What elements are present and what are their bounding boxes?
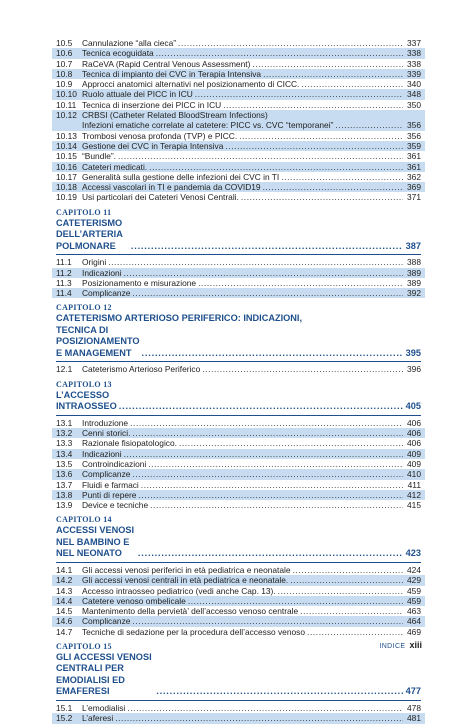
chapter-heading xyxy=(56,206,421,256)
toc-entry xyxy=(56,606,421,616)
entry-number: 11.2 xyxy=(56,267,72,278)
entry-number: 13.5 xyxy=(56,458,73,469)
toc-entry xyxy=(52,141,425,151)
chapter-heading xyxy=(56,513,421,563)
toc-entry xyxy=(52,162,425,172)
dot-leader xyxy=(225,141,403,151)
toc-entry xyxy=(56,627,421,637)
entry-title-continued: Infezioni ematiche correlate al catetere: PICC vs. CVC “temporanei” xyxy=(82,120,334,131)
toc-entry xyxy=(56,59,421,69)
toc-entry xyxy=(56,38,421,48)
entry-number: 14.4 xyxy=(56,595,73,606)
chapter-title xyxy=(56,525,421,563)
toc-row xyxy=(56,288,421,298)
entry-page: 406 xyxy=(407,417,421,428)
entry-title: Trombosi venosa profonda (TVP) e PICC. xyxy=(82,130,238,141)
entry-page: 409 xyxy=(407,458,421,469)
entry-title: Indicazioni xyxy=(82,448,122,459)
chapter-title xyxy=(56,218,421,256)
entry-page: 356 xyxy=(407,120,421,131)
entry-title: CRBSI (Catheter Related BloodStream Infections) xyxy=(82,110,268,121)
dot-leader xyxy=(131,241,403,253)
page-footer xyxy=(379,640,422,650)
entry-number: 12.1 xyxy=(56,364,73,375)
dot-leader xyxy=(263,69,403,79)
entry-number: 10.8 xyxy=(56,68,73,79)
toc-entry xyxy=(52,288,425,298)
toc-row xyxy=(56,449,421,459)
dot-leader xyxy=(178,38,403,48)
entry-page: 415 xyxy=(407,500,421,511)
dot-leader xyxy=(281,172,403,182)
toc-entry xyxy=(56,151,421,161)
dot-leader xyxy=(132,428,403,438)
entry-title: RaCeVA (Rapid Central Venous Assessment) xyxy=(82,58,251,69)
chapter-heading xyxy=(56,378,421,416)
toc-row xyxy=(56,151,421,161)
entry-title: Razionale fisiopatologico. xyxy=(82,438,177,449)
dot-leader xyxy=(307,627,403,637)
dot-leader xyxy=(130,418,403,428)
entry-title: Complicanze xyxy=(82,616,131,627)
entry-title: Gli accessi venosi centrali in età pediatrica e neonatale. xyxy=(82,575,289,586)
dot-leader xyxy=(179,438,403,448)
entry-number: 10.7 xyxy=(56,58,73,69)
entry-page: 338 xyxy=(407,58,421,69)
dot-leader xyxy=(188,596,403,606)
toc-row xyxy=(56,703,421,713)
entry-number: 13.3 xyxy=(56,438,73,449)
entry-title: Cateterismo Arterioso Periferico xyxy=(82,364,201,375)
entry-number: 10.12 xyxy=(56,110,77,121)
chapter-title-text: L’ACCESSO INTRAOSSEO xyxy=(56,389,117,412)
chapter-heading xyxy=(56,640,421,701)
toc-row xyxy=(56,418,421,428)
entry-number: 11.4 xyxy=(56,288,72,299)
entry-page: 388 xyxy=(407,257,421,268)
dot-leader xyxy=(132,469,403,479)
chapter-page: 477 xyxy=(405,686,421,697)
dot-leader xyxy=(108,257,403,267)
toc-row xyxy=(56,192,421,202)
toc-entry xyxy=(56,100,421,110)
entry-page: 478 xyxy=(407,702,421,713)
entry-number: 10.16 xyxy=(56,161,77,172)
entry-page: 392 xyxy=(407,288,421,299)
entry-page: 348 xyxy=(407,89,421,100)
entry-title: Tecnica di inserzione dei PICC in ICU xyxy=(82,99,222,110)
toc-row xyxy=(56,257,421,267)
entry-page: 361 xyxy=(407,161,421,172)
toc-row xyxy=(56,100,421,110)
entry-page: 350 xyxy=(407,99,421,110)
dot-leader xyxy=(278,586,403,596)
entry-page: 369 xyxy=(407,182,421,193)
toc-row xyxy=(56,162,421,172)
chapter-title-text: ACCESSI VENOSI NEL BAMBINO E NEL NEONATO xyxy=(56,525,135,559)
toc-entry xyxy=(56,278,421,288)
dot-leader xyxy=(198,278,403,288)
entry-number: 10.10 xyxy=(56,89,77,100)
entry-page: 424 xyxy=(407,564,421,575)
entry-page: 481 xyxy=(407,713,421,724)
dot-leader xyxy=(195,89,403,99)
toc-entry xyxy=(56,480,421,490)
toc-row-continued xyxy=(56,120,421,130)
toc-entry xyxy=(52,268,425,278)
entry-title: Accesso intraosseo pediatrico (vedi anche Cap. 13). xyxy=(82,585,276,596)
toc-entry xyxy=(56,586,421,596)
dot-leader xyxy=(138,548,403,560)
entry-page: 389 xyxy=(407,277,421,288)
entry-title: Complicanze xyxy=(82,288,131,299)
dot-leader xyxy=(239,131,403,141)
toc-entry xyxy=(56,192,421,202)
chapter-heading xyxy=(56,301,421,362)
chapter-title-line1: CATETERISMO ARTERIOSO PERIFERICO: INDICAZIONI, xyxy=(56,313,303,324)
toc-row xyxy=(56,38,421,48)
entry-number: 10.5 xyxy=(56,38,73,48)
dot-leader xyxy=(118,151,403,161)
entry-number: 13.9 xyxy=(56,500,73,511)
toc-row xyxy=(56,268,421,278)
chapter-title xyxy=(56,390,421,416)
toc-row xyxy=(56,79,421,89)
entry-title: Ruolo attuale dei PICC in ICU xyxy=(82,89,193,100)
entry-title: Punti di repere xyxy=(82,489,137,500)
toc-row xyxy=(56,69,421,79)
toc-entry xyxy=(52,89,425,99)
toc-entry xyxy=(52,48,425,58)
toc-row xyxy=(56,182,421,192)
entry-page: 356 xyxy=(407,130,421,141)
toc-row xyxy=(56,500,421,510)
toc-row xyxy=(56,469,421,479)
entry-number: 15.2 xyxy=(56,713,73,724)
entry-number: 13.7 xyxy=(56,479,73,490)
dot-leader xyxy=(132,288,403,298)
dot-leader xyxy=(263,182,403,192)
toc-row xyxy=(56,596,421,606)
entry-number: 10.6 xyxy=(56,48,73,59)
toc-row xyxy=(56,480,421,490)
toc-row xyxy=(56,575,421,585)
toc-entry xyxy=(56,565,421,575)
entry-title: Approcci anatomici alternativi nel posizionamento di CICC. xyxy=(82,79,300,90)
chapter-label: CAPITOLO 14 xyxy=(56,515,112,525)
entry-title: Indicazioni xyxy=(82,267,122,278)
toc-row xyxy=(56,141,421,151)
toc-row xyxy=(56,586,421,596)
entry-title: Gli accessi venosi periferici in età pediatrica e neonatale xyxy=(82,564,291,575)
entry-title: “Bundle”. xyxy=(82,151,116,162)
toc-row xyxy=(56,713,421,723)
toc-row xyxy=(56,627,421,637)
table-of-contents xyxy=(56,38,421,724)
chapter-page: 387 xyxy=(405,240,421,251)
chapter-title-text: TECNICA DI POSIZIONAMENTO E MANAGEMENT xyxy=(56,324,140,358)
entry-title: Posizionamento e misurazione xyxy=(82,277,197,288)
dot-leader xyxy=(148,459,403,469)
dot-leader xyxy=(132,616,403,626)
toc-row xyxy=(56,616,421,626)
entry-title: Tecnica di impianto dei CVC in Terapia Intensiva xyxy=(82,68,262,79)
entry-number: 13.6 xyxy=(56,469,73,480)
entry-title: Fluidi e farmaci xyxy=(82,479,139,490)
toc-entry xyxy=(56,418,421,428)
dot-leader xyxy=(141,480,403,490)
entry-title: Tecnica ecoguidata xyxy=(82,48,154,59)
entry-page: 361 xyxy=(407,151,421,162)
toc-entry xyxy=(52,616,425,626)
entry-title: Usi particolari dei Cateteri Venosi Centrali. xyxy=(82,192,239,203)
entry-number: 13.1 xyxy=(56,417,73,428)
entry-title: Cannulazione “alla cieca” xyxy=(82,38,177,48)
toc-entry xyxy=(52,449,425,459)
toc-entry xyxy=(52,575,425,585)
entry-title: Tecniche di sedazione per la procedura dell’accesso venoso xyxy=(82,626,306,637)
entry-number: 11.1 xyxy=(56,257,72,268)
entry-title: Origini xyxy=(82,257,107,268)
toc-entry xyxy=(56,79,421,89)
entry-page: 338 xyxy=(407,48,421,59)
entry-number: 15.1 xyxy=(56,702,73,713)
dot-leader xyxy=(150,500,403,510)
toc-row xyxy=(56,172,421,182)
chapter-label: CAPITOLO 13 xyxy=(56,379,112,389)
entry-number: 14.1 xyxy=(56,564,73,575)
toc-row xyxy=(56,565,421,575)
toc-row xyxy=(56,364,421,374)
entry-number: 10.15 xyxy=(56,151,77,162)
entry-number: 10.17 xyxy=(56,171,77,182)
toc-row xyxy=(56,606,421,616)
dot-leader xyxy=(335,120,403,130)
entry-page: 359 xyxy=(407,140,421,151)
entry-title: Cateteri medicati. xyxy=(82,161,148,172)
entry-number: 10.9 xyxy=(56,79,73,90)
entry-page: 337 xyxy=(407,38,421,48)
dot-leader xyxy=(252,59,403,69)
toc-row xyxy=(56,59,421,69)
entry-page: 463 xyxy=(407,606,421,617)
toc-row xyxy=(56,131,421,141)
entry-title: L’emodialisi xyxy=(82,702,126,713)
toc-row xyxy=(56,278,421,288)
dot-leader xyxy=(241,192,403,202)
entry-page: 409 xyxy=(407,448,421,459)
chapter-page: 423 xyxy=(405,548,421,559)
dot-leader xyxy=(138,490,403,500)
chapter-label: CAPITOLO 12 xyxy=(56,303,112,313)
entry-page: 469 xyxy=(407,626,421,637)
dot-leader xyxy=(156,48,403,58)
entry-number: 14.2 xyxy=(56,575,73,586)
entry-page: 411 xyxy=(407,479,421,490)
chapter-title xyxy=(56,325,421,363)
chapter-title-text: CATETERISMO DELL’ARTERIA POLMONARE xyxy=(56,217,123,251)
chapter-title xyxy=(56,652,421,701)
entry-title: Catetere venoso ombelicale xyxy=(82,595,186,606)
entry-number: 14.3 xyxy=(56,585,73,596)
entry-page: 459 xyxy=(407,585,421,596)
toc-entry xyxy=(52,69,425,79)
dot-leader xyxy=(293,565,403,575)
entry-page: 459 xyxy=(407,595,421,606)
toc-row xyxy=(56,490,421,500)
entry-number: 14.6 xyxy=(56,616,73,627)
toc-entry xyxy=(56,257,421,267)
dot-leader xyxy=(301,79,403,89)
footer-label: INDICE xyxy=(379,643,406,650)
dot-leader xyxy=(223,100,403,110)
entry-page: 339 xyxy=(407,68,421,79)
chapter-label: CAPITOLO 15 xyxy=(56,641,112,651)
entry-number: 10.14 xyxy=(56,140,77,151)
toc-row xyxy=(56,459,421,469)
toc-row xyxy=(56,48,421,58)
chapter-title-text: GLI ACCESSI VENOSI CENTRALI PER EMODIALISI ED EMAFERESI xyxy=(56,651,152,697)
entry-page: 464 xyxy=(407,616,421,627)
entry-page: 340 xyxy=(407,79,421,90)
toc-row xyxy=(56,89,421,99)
footer-page-number: xiii xyxy=(409,640,422,650)
dot-leader xyxy=(119,401,403,413)
dot-leader xyxy=(124,268,403,278)
entry-number: 10.11 xyxy=(56,99,77,110)
entry-number: 14.7 xyxy=(56,626,73,637)
dot-leader xyxy=(127,703,403,713)
chapter-label: CAPITOLO 11 xyxy=(56,207,112,217)
entry-number: 10.19 xyxy=(56,192,77,203)
entry-page: 412 xyxy=(407,489,421,500)
toc-entry xyxy=(52,490,425,500)
entry-title: Cenni storici. xyxy=(82,428,131,439)
entry-number: 10.18 xyxy=(56,182,77,193)
entry-number: 11.3 xyxy=(56,277,72,288)
entry-title: Device e tecniche xyxy=(82,500,149,511)
entry-title: Gestione dei CVC in Terapia Intensiva xyxy=(82,140,224,151)
chapter-page: 405 xyxy=(405,401,421,412)
entry-number: 10.13 xyxy=(56,130,77,141)
dot-leader xyxy=(142,348,403,360)
entry-title: L’aferesi xyxy=(82,713,114,724)
entry-page: 396 xyxy=(407,364,421,375)
toc-entry xyxy=(52,182,425,192)
toc-row xyxy=(56,438,421,448)
dot-leader xyxy=(202,364,403,374)
entry-page: 406 xyxy=(407,438,421,449)
toc-entry xyxy=(52,596,425,606)
chapter-page: 395 xyxy=(405,347,421,358)
entry-number: 14.5 xyxy=(56,606,73,617)
entry-page: 429 xyxy=(407,575,421,586)
entry-page: 406 xyxy=(407,428,421,439)
entry-title: Introduzione xyxy=(82,417,129,428)
toc-entry xyxy=(52,428,425,438)
entry-page: 371 xyxy=(407,192,421,203)
dot-leader xyxy=(115,713,403,723)
entry-page: 389 xyxy=(407,267,421,278)
entry-title: Accessi vascolari in TI e pandemia da COVID19 xyxy=(82,182,261,193)
entry-number: 13.2 xyxy=(56,428,73,439)
toc-row xyxy=(56,428,421,438)
dot-leader xyxy=(124,449,403,459)
toc-entry xyxy=(56,364,421,374)
entry-number: 13.4 xyxy=(56,448,73,459)
toc-entry xyxy=(56,131,421,141)
toc-entry xyxy=(52,469,425,479)
toc-entry xyxy=(52,110,425,131)
toc-entry xyxy=(56,438,421,448)
toc-entry xyxy=(56,703,421,713)
dot-leader xyxy=(290,575,403,585)
entry-title: Mantenimento della pervietà’ dell’accesso venoso centrale xyxy=(82,606,299,617)
entry-page: 362 xyxy=(407,171,421,182)
toc-entry xyxy=(56,172,421,182)
toc-row xyxy=(56,110,421,120)
entry-title: Controindicazioni xyxy=(82,458,147,469)
dot-leader xyxy=(149,162,403,172)
entry-title: Generalità sulla gestione delle infezioni dei CVC in TI xyxy=(82,171,280,182)
dot-leader xyxy=(300,606,403,616)
entry-number: 13.8 xyxy=(56,489,73,500)
toc-entry xyxy=(52,713,425,723)
toc-entry xyxy=(56,459,421,469)
dot-leader xyxy=(156,686,403,698)
entry-title: Complicanze xyxy=(82,469,131,480)
entry-page: 410 xyxy=(407,469,421,480)
toc-entry xyxy=(56,500,421,510)
